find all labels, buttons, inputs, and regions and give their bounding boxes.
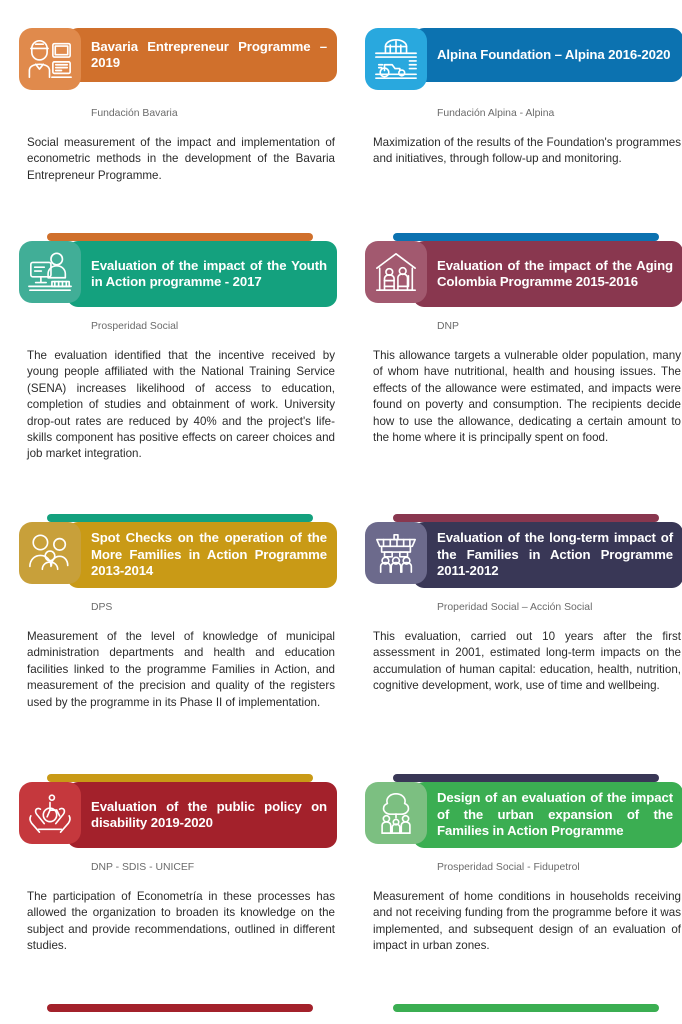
card-title-banner (413, 241, 682, 307)
card-title: Design of an evaluation of the impact of the urban expansion of the Families in Action Programme (437, 790, 673, 839)
card-description: The evaluation identified that the incentive received by young people affiliated with the National Training Service (SENA) increases likelihood of access to education, completion of studies and obtainment of work. University drop-out rates are reduced by 40% and the project's life-skills component has positive effects on career choices and job market integration. (27, 349, 335, 461)
project-card[interactable] (365, 522, 682, 782)
card-title-banner (413, 522, 682, 588)
card-client: Fundación Alpina - Alpina (437, 108, 555, 119)
card-rule-wrap (19, 1004, 337, 1012)
card-accent-rule (47, 1004, 313, 1012)
card-header (19, 782, 337, 848)
worker-computer-icon (19, 28, 81, 90)
card-header (365, 28, 682, 94)
card-title: Bavaria Entrepreneur Programme – 2019 (91, 38, 327, 70)
card-rule-wrap (19, 774, 337, 782)
card-client: Properidad Social – Acción Social (437, 602, 593, 613)
project-card[interactable] (19, 28, 337, 241)
card-title-banner (67, 782, 337, 848)
project-card[interactable] (365, 241, 682, 522)
card-accent-rule (47, 774, 313, 782)
card-title-banner (67, 522, 337, 588)
card-rule-wrap (365, 1004, 682, 1012)
card-title-banner (67, 28, 337, 82)
card-description: Measurement of the level of knowledge of municipal administration departments and health and education facilities linked to the programme Families in Action, and measurement of the precision and quality of the registers used by the programme in its Phase II of implementation. (27, 630, 335, 709)
card-title: Evaluation of the long-term impact of the Families in Action Programme 2011-2012 (437, 530, 673, 579)
card-client: DPS (91, 602, 113, 613)
card-rule-wrap (365, 514, 682, 522)
card-description: This evaluation, carried out 10 years after the first assessment in 2001, estimated long-term impacts on the accumulation of human capital: education, health, nutrition, cognitive development, work, use of time and wellbeing. (373, 630, 681, 693)
project-card[interactable] (365, 28, 682, 241)
card-title: Evaluation of the public policy on disability 2019-2020 (91, 798, 327, 830)
card-header (365, 241, 682, 307)
card-header (19, 28, 337, 94)
card-description: The participation of Econometría in these processes has allowed the organization to broaden its knowledge on the subject and provide recommendations, outlined in different studies. (27, 890, 335, 953)
farm-barn-tractor-icon (365, 28, 427, 90)
project-card[interactable] (19, 782, 337, 1012)
card-client: Prosperidad Social (91, 321, 179, 332)
card-header (19, 522, 337, 588)
card-client: Fundación Bavaria (91, 108, 178, 119)
card-rule-wrap (19, 514, 337, 522)
card-title: Evaluation of the impact of the Youth in Action programme - 2017 (91, 257, 327, 289)
card-title-banner (413, 782, 682, 848)
card-accent-rule (393, 774, 659, 782)
card-accent-rule (393, 514, 659, 522)
card-client: DNP (437, 321, 459, 332)
card-accent-rule (47, 514, 313, 522)
card-header (365, 522, 682, 588)
card-header (19, 241, 337, 307)
card-accent-rule (393, 233, 659, 241)
card-title: Evaluation of the impact of the Aging Colombia Programme 2015-2016 (437, 257, 673, 289)
card-description: Maximization of the results of the Foundation's programmes and initiatives, through follow-up and monitoring. (373, 136, 681, 166)
card-title-banner (413, 28, 682, 82)
card-description: Measurement of home conditions in households receiving and not receiving funding from the programme before it was implemented, and subsequent design of an evaluation of impact in urban zones. (373, 890, 681, 953)
card-title: Spot Checks on the operation of the More Families in Action Programme 2013-2014 (91, 530, 327, 579)
card-accent-rule (393, 1004, 659, 1012)
project-card[interactable] (19, 522, 337, 782)
card-rule-wrap (365, 774, 682, 782)
person-at-computer-icon (19, 241, 81, 303)
family-tree-icon (365, 782, 427, 844)
elderly-couple-house-icon (365, 241, 427, 303)
project-card[interactable] (365, 782, 682, 1012)
card-client: Prosperidad Social - Fidupetrol (437, 862, 580, 873)
card-title-banner (67, 241, 337, 307)
project-card[interactable] (19, 241, 337, 522)
family-group-icon (19, 522, 81, 584)
hands-wheelchair-icon (19, 782, 81, 844)
card-title: Alpina Foundation – Alpina 2016-2020 (437, 46, 671, 62)
card-rule-wrap (19, 233, 337, 241)
card-description: Social measurement of the impact and implementation of econometric methods in the development of the Bavaria Entrepreneur Programme. (27, 136, 335, 182)
market-stall-people-icon (365, 522, 427, 584)
card-header (365, 782, 682, 848)
card-description: This allowance targets a vulnerable older population, many of whom have nutritional, health and housing issues. The effects of the allowance were estimated, and impacts were found on poverty and consumption. The recipients decide how to use the allowance, dedicating a certain amount to the home where it is principally spent on food. (373, 349, 681, 445)
card-accent-rule (47, 233, 313, 241)
card-client: DNP - SDIS - UNICEF (91, 862, 195, 873)
card-rule-wrap (365, 233, 682, 241)
